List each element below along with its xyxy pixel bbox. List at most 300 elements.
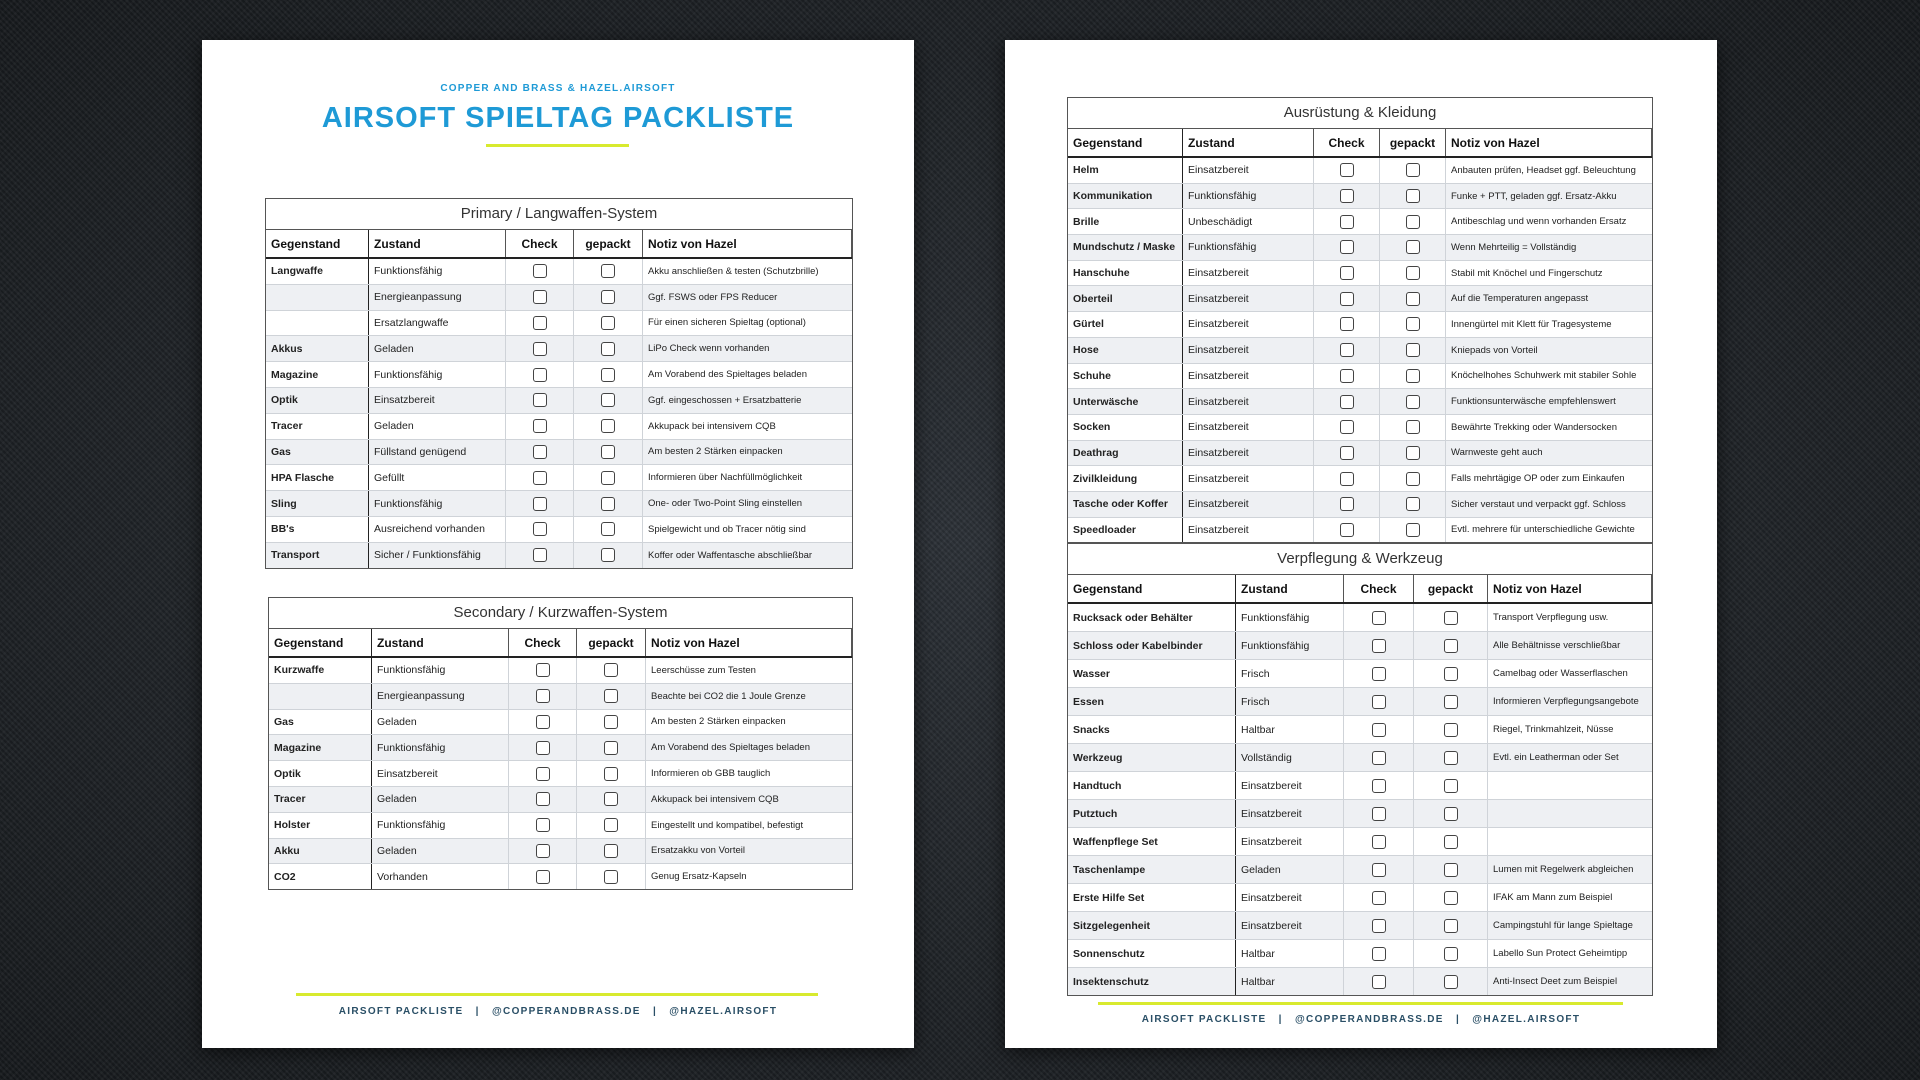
item-name: Werkzeug <box>1068 744 1236 771</box>
check-cell <box>1314 312 1380 337</box>
header-item: Gegenstand <box>1068 575 1236 602</box>
check-cell <box>1344 632 1414 659</box>
table-row <box>1068 389 1652 415</box>
item-note: IFAK am Mann zum Beispiel <box>1493 892 1613 903</box>
check-checkbox[interactable] <box>1340 240 1354 254</box>
table-row <box>1068 772 1652 800</box>
check-cell <box>1314 492 1380 517</box>
item-state: Unbeschädigt <box>1183 209 1314 234</box>
check-checkbox[interactable] <box>1372 667 1386 681</box>
packed-cell <box>1414 744 1488 771</box>
check-checkbox[interactable] <box>1372 835 1386 849</box>
header-item: Gegenstand <box>266 230 369 257</box>
packed-checkbox[interactable] <box>1444 611 1458 625</box>
check-checkbox[interactable] <box>1372 611 1386 625</box>
packed-checkbox[interactable] <box>604 663 618 677</box>
item-state: Gefüllt <box>369 465 506 490</box>
check-cell <box>506 491 574 516</box>
table-row <box>1068 184 1652 210</box>
item-state: Einsatzbereit <box>1183 518 1314 543</box>
item-name: Waffenpflege Set <box>1068 828 1236 855</box>
check-checkbox[interactable] <box>536 870 550 884</box>
check-checkbox[interactable] <box>1340 523 1354 537</box>
packed-checkbox[interactable] <box>604 689 618 703</box>
packed-checkbox[interactable] <box>1406 395 1420 409</box>
check-checkbox[interactable] <box>1340 163 1354 177</box>
item-state: Einsatzbereit <box>1183 338 1314 363</box>
check-checkbox[interactable] <box>1372 779 1386 793</box>
item-note: Alle Behältnisse verschließbar <box>1493 640 1621 651</box>
packed-checkbox[interactable] <box>601 471 615 485</box>
check-cell <box>1344 800 1414 827</box>
item-state: Funktionsfähig <box>369 491 506 516</box>
check-cell <box>1344 828 1414 855</box>
table-row <box>269 684 852 710</box>
packed-checkbox[interactable] <box>1406 215 1420 229</box>
item-name: Putztuch <box>1068 800 1236 827</box>
check-checkbox[interactable] <box>1340 446 1354 460</box>
packed-checkbox[interactable] <box>604 818 618 832</box>
table-row <box>1068 466 1652 492</box>
header-check: Check <box>1314 129 1380 156</box>
item-note: Evtl. mehrere für unterschiedliche Gewichte <box>1451 524 1635 536</box>
item-name: Gürtel <box>1068 312 1183 337</box>
item-name: Optik <box>269 761 372 786</box>
page-left <box>202 40 914 1048</box>
packed-cell <box>574 336 643 361</box>
item-note: Innengürtel mit Klett für Tragesysteme <box>1451 318 1612 330</box>
footer-line <box>296 993 818 996</box>
packed-cell <box>1414 688 1488 715</box>
check-checkbox[interactable] <box>533 368 547 382</box>
packed-checkbox[interactable] <box>601 368 615 382</box>
header-item: Gegenstand <box>269 629 372 656</box>
item-note: Eingestellt und kompatibel, befestigt <box>651 819 804 831</box>
packed-checkbox[interactable] <box>1444 919 1458 933</box>
table-body <box>1068 604 1652 995</box>
check-checkbox[interactable] <box>536 792 550 806</box>
packed-cell <box>1380 158 1446 183</box>
check-cell <box>1314 209 1380 234</box>
item-state: Geladen <box>1236 856 1344 883</box>
check-checkbox[interactable] <box>533 471 547 485</box>
check-checkbox[interactable] <box>1340 369 1354 383</box>
table-row <box>266 543 852 568</box>
packed-cell <box>1380 312 1446 337</box>
check-checkbox[interactable] <box>533 548 547 562</box>
header-note: Notiz von Hazel <box>646 629 852 656</box>
packed-cell <box>1380 286 1446 311</box>
item-state: Einsatzbereit <box>1236 884 1344 911</box>
table-row <box>1068 415 1652 441</box>
packed-checkbox[interactable] <box>1444 807 1458 821</box>
check-cell <box>1314 441 1380 466</box>
table-row <box>1068 604 1652 632</box>
item-name: Hose <box>1068 338 1183 363</box>
packed-checkbox[interactable] <box>1444 667 1458 681</box>
item-name <box>266 285 369 310</box>
packed-checkbox[interactable] <box>1444 751 1458 765</box>
item-note: Am Vorabend des Spieltages beladen <box>648 369 807 381</box>
check-checkbox[interactable] <box>1372 723 1386 737</box>
item-note: Für einen sicheren Spieltag (optional) <box>648 317 806 329</box>
item-note: Genug Ersatz-Kapseln <box>651 871 747 883</box>
packed-cell <box>1380 209 1446 234</box>
table-row <box>1068 312 1652 338</box>
packed-cell <box>574 543 643 568</box>
item-name: Tasche oder Koffer <box>1068 492 1183 517</box>
packed-checkbox[interactable] <box>1406 189 1420 203</box>
check-checkbox[interactable] <box>1372 751 1386 765</box>
packed-cell <box>1380 184 1446 209</box>
item-note <box>1488 772 1652 799</box>
section-food-tools <box>1067 543 1653 996</box>
check-checkbox[interactable] <box>533 264 547 278</box>
check-checkbox[interactable] <box>536 689 550 703</box>
item-state: Funktionsfähig <box>1236 604 1344 631</box>
check-cell <box>1344 660 1414 687</box>
header-note: Notiz von Hazel <box>1488 575 1652 602</box>
item-note: Evtl. ein Leatherman oder Set <box>1493 752 1619 763</box>
check-cell <box>1314 235 1380 260</box>
check-cell <box>1344 940 1414 967</box>
check-checkbox[interactable] <box>1372 807 1386 821</box>
item-state: Einsatzbereit <box>369 388 506 413</box>
item-state: Einsatzbereit <box>372 761 509 786</box>
header-packed: gepackt <box>574 230 643 257</box>
item-name: Unterwäsche <box>1068 389 1183 414</box>
item-note: Am besten 2 Stärken einpacken <box>648 446 783 458</box>
check-checkbox[interactable] <box>1340 497 1354 511</box>
table-row <box>266 259 852 285</box>
check-cell <box>506 440 574 465</box>
check-cell <box>1344 884 1414 911</box>
section-title: Ausrüstung & Kleidung <box>1068 98 1652 129</box>
packed-cell <box>1414 800 1488 827</box>
check-checkbox[interactable] <box>533 497 547 511</box>
packed-checkbox[interactable] <box>601 548 615 562</box>
item-name: Magazine <box>266 362 369 387</box>
header-item: Gegenstand <box>1068 129 1183 156</box>
item-name: Taschenlampe <box>1068 856 1236 883</box>
packed-checkbox[interactable] <box>601 342 615 356</box>
check-checkbox[interactable] <box>1372 947 1386 961</box>
packed-checkbox[interactable] <box>604 767 618 781</box>
check-checkbox[interactable] <box>1372 639 1386 653</box>
packed-cell <box>577 735 646 760</box>
check-checkbox[interactable] <box>1340 189 1354 203</box>
check-cell <box>509 761 577 786</box>
packed-cell <box>574 465 643 490</box>
item-note: Knöchelhohes Schuhwerk mit stabiler Sohle <box>1451 370 1637 382</box>
packed-checkbox[interactable] <box>601 264 615 278</box>
item-state: Einsatzbereit <box>1236 772 1344 799</box>
item-name: Holster <box>269 813 372 838</box>
table-row <box>269 658 852 684</box>
check-checkbox[interactable] <box>536 715 550 729</box>
item-name <box>269 684 372 709</box>
item-state: Einsatzbereit <box>1183 415 1314 440</box>
table-header <box>266 230 852 259</box>
packed-checkbox[interactable] <box>1444 779 1458 793</box>
page-right <box>1005 40 1717 1048</box>
packed-checkbox[interactable] <box>601 445 615 459</box>
item-name: Handtuch <box>1068 772 1236 799</box>
item-state: Ersatzlangwaffe <box>369 311 506 336</box>
check-cell <box>509 864 577 889</box>
item-note: Antibeschlag und wenn vorhanden Ersatz <box>1451 216 1627 228</box>
item-note: Sicher verstaut und verpackt ggf. Schloss <box>1451 498 1626 510</box>
packed-checkbox[interactable] <box>601 316 615 330</box>
item-note: Lumen mit Regelwerk abgleichen <box>1493 864 1634 875</box>
check-cell <box>1344 912 1414 939</box>
item-note: Anbauten prüfen, Headset ggf. Beleuchtung <box>1451 164 1636 176</box>
item-name: Sonnenschutz <box>1068 940 1236 967</box>
check-checkbox[interactable] <box>1340 215 1354 229</box>
table-row <box>269 839 852 865</box>
packed-checkbox[interactable] <box>601 522 615 536</box>
table-row <box>266 336 852 362</box>
item-state: Haltbar <box>1236 940 1344 967</box>
item-state: Einsatzbereit <box>1236 800 1344 827</box>
check-cell <box>506 362 574 387</box>
table-row <box>1068 338 1652 364</box>
check-checkbox[interactable] <box>1340 343 1354 357</box>
item-note: Akkupack bei intensivem CQB <box>651 793 779 805</box>
packed-checkbox[interactable] <box>1406 266 1420 280</box>
packed-checkbox[interactable] <box>604 741 618 755</box>
item-state: Haltbar <box>1236 716 1344 743</box>
packed-checkbox[interactable] <box>1406 163 1420 177</box>
packed-checkbox[interactable] <box>1406 446 1420 460</box>
packed-checkbox[interactable] <box>1406 343 1420 357</box>
item-state: Funktionsfähig <box>1236 632 1344 659</box>
item-name: Gas <box>266 440 369 465</box>
check-cell <box>506 259 574 284</box>
item-note: Kniepads von Vorteil <box>1451 344 1538 356</box>
table-row <box>1068 828 1652 856</box>
check-cell <box>509 813 577 838</box>
packed-checkbox[interactable] <box>604 844 618 858</box>
check-checkbox[interactable] <box>1340 472 1354 486</box>
packed-cell <box>1414 856 1488 883</box>
check-cell <box>506 517 574 542</box>
check-checkbox[interactable] <box>1372 975 1386 989</box>
check-checkbox[interactable] <box>1372 919 1386 933</box>
item-name <box>266 311 369 336</box>
item-name: Zivilkleidung <box>1068 466 1183 491</box>
footer-text: AIRSOFT PACKLISTE | @COPPERANDBRASS.DE | @HAZEL.AIRSOFT <box>338 1006 778 1017</box>
packed-checkbox[interactable] <box>1406 523 1420 537</box>
item-state: Einsatzbereit <box>1183 261 1314 286</box>
item-note: Falls mehrtägige OP oder zum Einkaufen <box>1451 473 1625 485</box>
section-title: Verpflegung & Werkzeug <box>1068 544 1652 575</box>
check-cell <box>506 285 574 310</box>
item-note: Beachte bei CO2 die 1 Joule Grenze <box>651 690 806 702</box>
packed-checkbox[interactable] <box>1444 639 1458 653</box>
header-note: Notiz von Hazel <box>643 230 852 257</box>
check-checkbox[interactable] <box>1340 266 1354 280</box>
packed-checkbox[interactable] <box>1406 420 1420 434</box>
footer-text: AIRSOFT PACKLISTE | @COPPERANDBRASS.DE | @HAZEL.AIRSOFT <box>1141 1014 1581 1025</box>
check-checkbox[interactable] <box>533 290 547 304</box>
packed-cell <box>1414 884 1488 911</box>
item-state: Geladen <box>372 787 509 812</box>
table-row <box>1068 518 1652 543</box>
table-row <box>1068 856 1652 884</box>
check-cell <box>1314 518 1380 543</box>
item-name: Helm <box>1068 158 1183 183</box>
check-checkbox[interactable] <box>536 818 550 832</box>
packed-cell <box>577 787 646 812</box>
packed-cell <box>577 813 646 838</box>
packed-cell <box>1380 518 1446 543</box>
item-name: Insektenschutz <box>1068 968 1236 995</box>
packed-checkbox[interactable] <box>1444 891 1458 905</box>
check-checkbox[interactable] <box>533 393 547 407</box>
check-checkbox[interactable] <box>536 741 550 755</box>
check-cell <box>509 839 577 864</box>
packed-checkbox[interactable] <box>1444 947 1458 961</box>
table-row <box>1068 688 1652 716</box>
check-cell <box>1314 261 1380 286</box>
item-name: Gas <box>269 710 372 735</box>
header-state: Zustand <box>369 230 506 257</box>
packed-cell <box>1414 828 1488 855</box>
header-check: Check <box>506 230 574 257</box>
item-state: Einsatzbereit <box>1183 389 1314 414</box>
check-checkbox[interactable] <box>1372 891 1386 905</box>
item-note: Informieren Verpflegungsangebote <box>1493 696 1639 707</box>
packed-checkbox[interactable] <box>601 393 615 407</box>
item-name: Langwaffe <box>266 259 369 284</box>
section-title: Primary / Langwaffen-System <box>266 199 852 230</box>
packed-cell <box>1380 235 1446 260</box>
packed-checkbox[interactable] <box>1406 240 1420 254</box>
item-note: Funke + PTT, geladen ggf. Ersatz-Akku <box>1451 190 1617 202</box>
item-note: Ggf. FSWS oder FPS Reducer <box>648 291 778 303</box>
packed-checkbox[interactable] <box>1444 723 1458 737</box>
packed-cell <box>1414 660 1488 687</box>
check-checkbox[interactable] <box>533 342 547 356</box>
packed-checkbox[interactable] <box>604 715 618 729</box>
packed-checkbox[interactable] <box>1406 497 1420 511</box>
check-checkbox[interactable] <box>1340 420 1354 434</box>
section-secondary <box>268 597 853 890</box>
table-row <box>1068 940 1652 968</box>
title-underline <box>486 144 629 147</box>
item-name: Kurzwaffe <box>269 658 372 683</box>
check-checkbox[interactable] <box>1340 395 1354 409</box>
packed-checkbox[interactable] <box>1406 292 1420 306</box>
table-row <box>266 362 852 388</box>
table-body <box>266 259 852 568</box>
item-state: Geladen <box>369 336 506 361</box>
packed-cell <box>1414 632 1488 659</box>
check-checkbox[interactable] <box>1372 863 1386 877</box>
packed-checkbox[interactable] <box>604 792 618 806</box>
packed-checkbox[interactable] <box>601 290 615 304</box>
check-checkbox[interactable] <box>1340 292 1354 306</box>
item-note: Am besten 2 Stärken einpacken <box>651 716 786 728</box>
item-note: Informieren über Nachfüllmöglichkeit <box>648 472 803 484</box>
packed-cell <box>1380 492 1446 517</box>
check-cell <box>506 336 574 361</box>
item-name: Tracer <box>269 787 372 812</box>
check-cell <box>1344 716 1414 743</box>
table-header <box>269 629 852 658</box>
check-checkbox[interactable] <box>533 445 547 459</box>
item-name: Wasser <box>1068 660 1236 687</box>
item-note: Spielgewicht und ob Tracer nötig sind <box>648 523 806 535</box>
table-row <box>1068 158 1652 184</box>
item-state: Einsatzbereit <box>1183 466 1314 491</box>
table-row <box>1068 492 1652 518</box>
check-checkbox[interactable] <box>536 663 550 677</box>
item-name: Brille <box>1068 209 1183 234</box>
packed-checkbox[interactable] <box>1444 975 1458 989</box>
check-cell <box>1314 184 1380 209</box>
item-name: Essen <box>1068 688 1236 715</box>
item-note <box>1488 828 1652 855</box>
table-row <box>1068 800 1652 828</box>
table-row <box>1068 744 1652 772</box>
section-equipment-clothing <box>1067 97 1653 543</box>
item-state: Sicher / Funktionsfähig <box>369 543 506 568</box>
check-cell <box>509 710 577 735</box>
packed-cell <box>577 710 646 735</box>
packed-checkbox[interactable] <box>1406 369 1420 383</box>
packed-cell <box>1380 441 1446 466</box>
header-packed: gepackt <box>577 629 646 656</box>
packed-checkbox[interactable] <box>1406 317 1420 331</box>
item-state: Einsatzbereit <box>1183 364 1314 389</box>
check-cell <box>1314 389 1380 414</box>
table-row <box>1068 632 1652 660</box>
check-checkbox[interactable] <box>1372 695 1386 709</box>
packed-checkbox[interactable] <box>1444 835 1458 849</box>
header-packed: gepackt <box>1414 575 1488 602</box>
check-checkbox[interactable] <box>536 767 550 781</box>
packed-checkbox[interactable] <box>1444 863 1458 877</box>
check-checkbox[interactable] <box>536 844 550 858</box>
item-state: Frisch <box>1236 688 1344 715</box>
header-note: Notiz von Hazel <box>1446 129 1652 156</box>
check-checkbox[interactable] <box>1340 317 1354 331</box>
item-state: Einsatzbereit <box>1183 441 1314 466</box>
packed-checkbox[interactable] <box>601 419 615 433</box>
check-cell <box>1344 744 1414 771</box>
item-name: Hanschuhe <box>1068 261 1183 286</box>
packed-cell <box>577 864 646 889</box>
table-row <box>1068 261 1652 287</box>
packed-checkbox[interactable] <box>601 497 615 511</box>
packed-checkbox[interactable] <box>1444 695 1458 709</box>
packed-checkbox[interactable] <box>1406 472 1420 486</box>
packed-cell <box>1414 912 1488 939</box>
packed-cell <box>577 761 646 786</box>
check-checkbox[interactable] <box>533 522 547 536</box>
packed-cell <box>1380 338 1446 363</box>
check-checkbox[interactable] <box>533 316 547 330</box>
check-checkbox[interactable] <box>533 419 547 433</box>
packed-cell <box>1380 415 1446 440</box>
packed-checkbox[interactable] <box>604 870 618 884</box>
check-cell <box>509 658 577 683</box>
table-row <box>1068 209 1652 235</box>
item-state: Einsatzbereit <box>1236 912 1344 939</box>
item-note: Wenn Mehrteilig = Vollständig <box>1451 241 1577 253</box>
